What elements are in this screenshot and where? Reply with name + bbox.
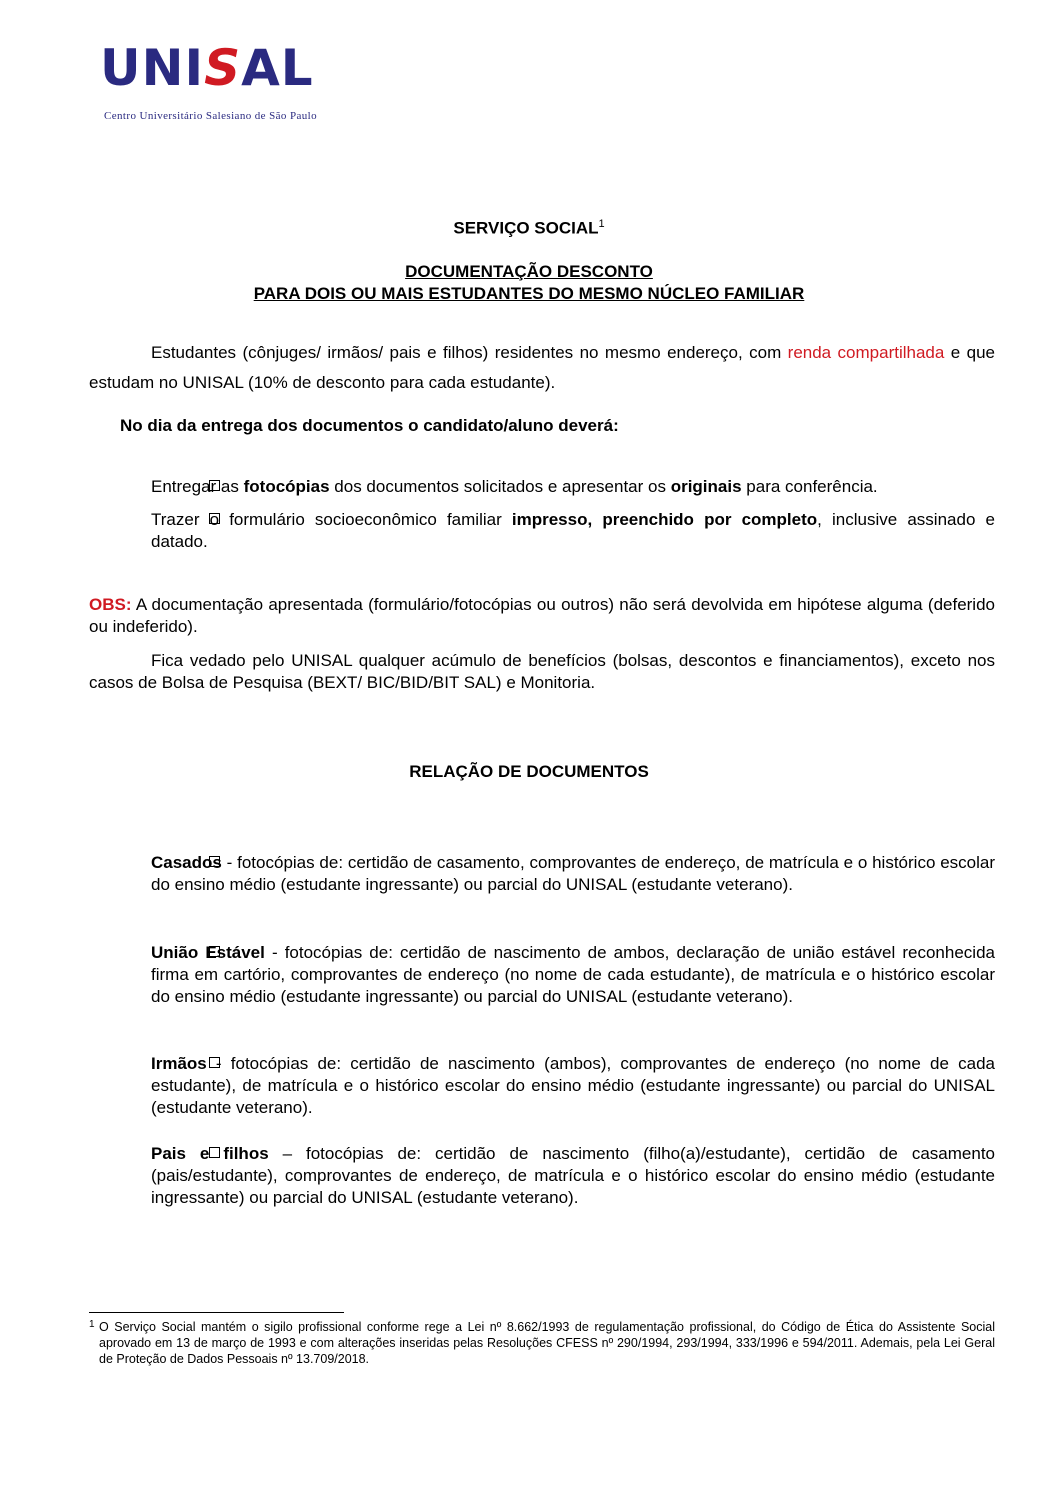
instruction-text xyxy=(151,509,995,553)
logo-s: S xyxy=(204,39,242,97)
checkbox-bullet-icon xyxy=(209,513,220,524)
instruction-item-2 xyxy=(89,509,995,553)
document-item-casados xyxy=(89,852,995,896)
intro-text-1: Estudantes (cônjuges/ irmãos/ pais e filhos) residentes no mesmo endereço, com xyxy=(151,343,788,362)
instruction-item-1 xyxy=(89,476,995,498)
page-title xyxy=(0,218,1058,239)
instruction-part: dos documentos solicitados e apresentar os xyxy=(329,477,671,496)
instruction-bold: impresso, preenchido por completo xyxy=(511,510,818,529)
footnote-text: O Serviço Social mantém o sigilo profissional conforme rege a Lei nº 8.662/1993 de regulamentação profissional, do Código de Ética do Assistente Social aprovado em 13 de março de 1993 e com alterações inseridas pelas Resoluções CFESS nº 290/1994, 293/1994, 333/1996 e 594/2011. Ademais, pela Lei Geral de Proteção de Dados Pessoais nº 13.709/2018. xyxy=(99,1320,995,1366)
document-text xyxy=(151,1143,995,1209)
footnote-divider xyxy=(89,1312,344,1313)
checkbox-bullet-icon xyxy=(209,480,220,491)
document-text xyxy=(151,1053,995,1119)
instruction-part: para conferência. xyxy=(741,477,878,496)
logo-al: AL xyxy=(241,39,314,97)
instruction-part: , inclusive assinado e datado. xyxy=(151,510,995,551)
document-desc: - fotocópias de: certidão de casamento, comprovantes de endereço, de matrícula e o histórico escolar do ensino médio (estudante ingressante) ou parcial do UNISAL (estudante veterano). xyxy=(151,853,995,894)
document-label: Pais e filhos xyxy=(151,1144,269,1163)
subtitle-line1: DOCUMENTAÇÃO DESCONTO xyxy=(405,262,653,281)
obs-paragraph xyxy=(89,594,995,638)
document-item-pais-filhos xyxy=(89,1143,995,1209)
intro-text-2: e que estudam no UNISAL (10% de desconto para cada estudante). xyxy=(89,343,996,392)
document-item-irmaos xyxy=(89,1053,995,1119)
checkbox-bullet-icon xyxy=(209,1147,220,1158)
footnote-mark: 1 xyxy=(89,1319,95,1330)
checkbox-bullet-icon xyxy=(209,946,220,957)
obs-label: OBS: xyxy=(89,595,132,614)
instruction-bold: fotocópias xyxy=(243,477,330,496)
relacao-title: RELAÇÃO DE DOCUMENTOS xyxy=(409,762,649,781)
instruction-heading: No dia da entrega dos documentos o candidato/aluno deverá: xyxy=(120,416,619,435)
document-text xyxy=(151,852,995,896)
instruction-bold: originais xyxy=(670,477,742,496)
logo-wordmark xyxy=(100,38,314,98)
unisal-logo xyxy=(100,38,340,128)
intro-paragraph xyxy=(89,338,995,398)
subtitle-line2: PARA DOIS OU MAIS ESTUDANTES DO MESMO NÚCLEO FAMILIAR xyxy=(253,284,805,303)
checkbox-bullet-icon xyxy=(209,856,220,867)
vedado-paragraph: Fica vedado pelo UNISAL qualquer acúmulo de benefícios (bolsas, descontos e financiamentos), exceto nos casos de Bolsa de Pesquisa (BEXT/ BIC/BID/BIT SAL) e Monitoria. xyxy=(89,651,995,692)
instruction-text xyxy=(151,476,995,498)
instruction-part: Entregar as xyxy=(151,477,244,496)
intro-text-red: renda compartilhada xyxy=(787,343,945,362)
document-text xyxy=(151,942,995,1008)
logo-subtitle: Centro Universitário Salesiano de São Paulo xyxy=(104,110,318,122)
document-desc: - fotocópias de: certidão de nascimento (ambos), comprovantes de endereço (no nome de cada estudante), de matrícula e o histórico escolar do ensino médio (estudante ingressante) ou parcial do UNISAL (estudante veterano). xyxy=(151,1054,995,1117)
document-label: União Estável xyxy=(151,943,265,962)
checkbox-bullet-icon xyxy=(209,1057,220,1068)
document-item-uniao-estavel xyxy=(89,942,995,1008)
instruction-part: Trazer o formulário socioeconômico familiar xyxy=(151,510,512,529)
obs-text: A documentação apresentada (formulário/fotocópias ou outros) não será devolvida em hipótese alguma (deferido ou indeferido). xyxy=(89,595,995,636)
footnote-ref[interactable]: 1 xyxy=(598,218,605,230)
document-label: Irmãos xyxy=(151,1054,207,1073)
page-title-text: SERVIÇO SOCIAL xyxy=(453,218,599,238)
logo-uni: UNI xyxy=(100,39,205,97)
document-label: Casados xyxy=(151,853,222,872)
document-desc: - fotocópias de: certidão de nascimento de ambos, declaração de união estável reconhecida firma em cartório, comprovantes de endereço (no nome de cada estudante), de matrícula e o histórico escolar do ensino médio (estudante ingressante) ou parcial do UNISAL (estudante veterano). xyxy=(151,943,995,1006)
document-desc: – fotocópias de: certidão de nascimento (filho(a)/estudante), certidão de casamento (pais/estudante), comprovantes de endereço, de matrícula e o histórico escolar do ensino médio (estudante ingressante) ou parcial do UNISAL (estudante veterano). xyxy=(151,1144,995,1207)
footnote xyxy=(89,1319,995,1367)
